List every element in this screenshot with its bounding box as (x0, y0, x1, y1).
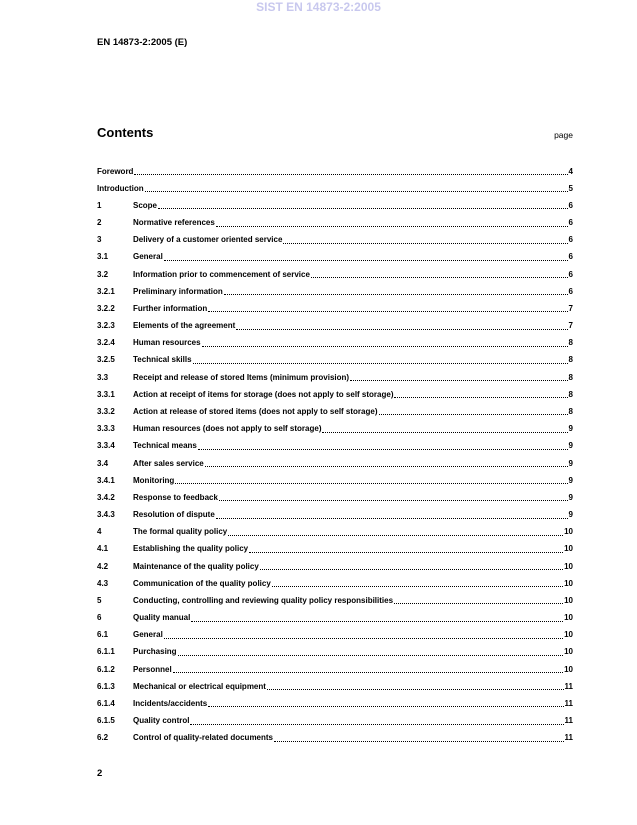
toc-leader-dots (283, 243, 567, 244)
toc-entry[interactable] (97, 541, 573, 558)
toc-entry-page: 7 (568, 321, 573, 331)
toc-entry-number: 1 (97, 200, 102, 210)
toc-leader-dots (267, 689, 564, 690)
toc-leader-dots (236, 329, 567, 330)
toc-leader-dots (178, 655, 564, 656)
toc-entry-number: 3.2 (97, 269, 109, 279)
toc-entry[interactable] (97, 438, 573, 455)
toc-entry-number: 6.1.3 (97, 681, 115, 691)
toc-entry[interactable] (97, 197, 573, 214)
toc-entry-page: 10 (564, 613, 573, 623)
toc-entry-number: 6.1.4 (97, 698, 115, 708)
toc-entry-title: The formal quality policy (133, 527, 228, 537)
toc-leader-dots (205, 466, 568, 467)
toc-entry[interactable] (97, 661, 573, 678)
page-number: 2 (97, 768, 103, 779)
toc-entry-title: General (133, 252, 163, 262)
toc-entry-page: 10 (564, 630, 573, 640)
toc-leader-dots (216, 518, 568, 519)
toc-leader-dots (193, 363, 568, 364)
toc-entry-title: Action at release of stored items (does not apply to self storage) (133, 406, 378, 416)
toc-entry-page: 10 (564, 595, 573, 605)
toc-entry-title: Introduction (97, 183, 144, 193)
toc-entry-page: 10 (564, 561, 573, 571)
toc-entry[interactable] (97, 695, 573, 712)
toc-entry-number: 3.2.4 (97, 338, 115, 348)
toc-entry[interactable] (97, 266, 573, 283)
toc-leader-dots (158, 208, 568, 209)
toc-entry[interactable] (97, 644, 573, 661)
toc-entry[interactable] (97, 472, 573, 489)
toc-entry-title: Human resources (does not apply to self storage) (133, 424, 322, 434)
toc-entry-title: Quality manual (133, 613, 191, 623)
toc-entry-page: 8 (568, 372, 573, 382)
toc-entry-number: 6 (97, 613, 102, 623)
toc-entry[interactable] (97, 713, 573, 730)
toc-entry[interactable] (97, 489, 573, 506)
toc-entry-page: 7 (568, 303, 573, 313)
page-title: Contents (97, 125, 154, 140)
toc-entry-number: 6.1.1 (97, 647, 115, 657)
toc-entry-page: 11 (564, 698, 573, 708)
toc-entry[interactable] (97, 403, 573, 420)
toc-leader-dots (198, 449, 568, 450)
toc-entry-page: 10 (564, 544, 573, 554)
toc-leader-dots (219, 500, 568, 501)
toc-entry[interactable] (97, 678, 573, 695)
toc-entry[interactable] (97, 180, 573, 197)
toc-entry-title: Information prior to commencement of service (133, 269, 310, 279)
toc-leader-dots (202, 346, 568, 347)
toc-entry-title: Receipt and release of stored Items (minimum provision) (133, 372, 350, 382)
toc-entry-title: Conducting, controlling and reviewing quality policy responsibilities (133, 595, 394, 605)
toc-entry-number: 3.2.3 (97, 321, 115, 331)
toc-entry-page: 6 (568, 252, 573, 262)
toc-entry-number: 6.1.2 (97, 664, 115, 674)
toc-leader-dots (191, 621, 563, 622)
toc-leader-dots (260, 569, 563, 570)
toc-entry[interactable] (97, 627, 573, 644)
toc-leader-dots (134, 174, 567, 175)
toc-entry-number: 4.2 (97, 561, 109, 571)
toc-entry[interactable] (97, 215, 573, 232)
toc-entry-number: 3.3 (97, 372, 109, 382)
toc-entry-page: 6 (568, 286, 573, 296)
toc-entry-number: 6.2 (97, 733, 109, 743)
toc-entry-number: 2 (97, 218, 102, 228)
toc-entry-number: 4 (97, 527, 102, 537)
toc-entry-title: Communication of the quality policy (133, 578, 271, 588)
toc-entry[interactable] (97, 369, 573, 386)
toc-entry-page: 8 (568, 389, 573, 399)
toc-entry-title: Incidents/accidents (133, 698, 208, 708)
toc-entry-title: Mechanical or electrical equipment (133, 681, 266, 691)
toc-entry-page: 6 (568, 269, 573, 279)
toc-leader-dots (394, 397, 567, 398)
toc-entry-page: 11 (564, 733, 573, 743)
toc-entry-title: Maintenance of the quality policy (133, 561, 259, 571)
toc-entry-title: General (133, 630, 163, 640)
toc-entry-page: 5 (568, 183, 573, 193)
toc-entry-number: 5 (97, 595, 102, 605)
toc-entry-page: 8 (568, 355, 573, 365)
toc-entry-page: 9 (568, 492, 573, 502)
toc-entry-number: 4.1 (97, 544, 109, 554)
toc-entry-number: 3.2.2 (97, 303, 115, 313)
toc-entry[interactable] (97, 592, 573, 609)
toc-entry-page: 10 (564, 578, 573, 588)
toc-entry-title: Further information (133, 303, 208, 313)
toc-leader-dots (208, 311, 567, 312)
toc-entry[interactable] (97, 232, 573, 249)
toc-leader-dots (249, 552, 563, 553)
toc-entry-page: 11 (564, 681, 573, 691)
page-column-label: page (554, 130, 573, 140)
toc-entry-number: 3.4.2 (97, 492, 115, 502)
toc-entry-number: 3.3.2 (97, 406, 115, 416)
toc-leader-dots (228, 535, 563, 536)
toc-entry-page: 8 (568, 406, 573, 416)
toc-entry[interactable] (97, 352, 573, 369)
toc-entry[interactable] (97, 730, 573, 747)
toc-entry-page: 6 (568, 200, 573, 210)
toc-entry-page: 9 (568, 475, 573, 485)
toc-entry-title: Technical means (133, 441, 197, 451)
toc-entry[interactable] (97, 283, 573, 300)
watermark: SIST EN 14873-2:2005 (256, 0, 381, 14)
toc-entry-number: 3.1 (97, 252, 109, 262)
toc-entry-page: 4 (568, 166, 573, 176)
toc-entry[interactable] (97, 421, 573, 438)
toc-entry-number: 3.3.4 (97, 441, 115, 451)
toc-leader-dots (216, 226, 568, 227)
toc-leader-dots (175, 483, 567, 484)
toc-leader-dots (173, 672, 563, 673)
toc-entry-page: 10 (564, 647, 573, 657)
toc-entry-number: 3.4.1 (97, 475, 115, 485)
toc-entry-number: 3 (97, 235, 102, 245)
toc-leader-dots (145, 191, 568, 192)
toc-entry-title: Response to feedback (133, 492, 218, 502)
toc-entry-title: Action at receipt of items for storage (does not apply to self storage) (133, 389, 394, 399)
toc-entry-title: Resolution of dispute (133, 510, 215, 520)
toc-entry-title: Scope (133, 200, 158, 210)
toc-entry[interactable] (97, 300, 573, 317)
toc-entry[interactable] (97, 335, 573, 352)
toc-entry-title: Purchasing (133, 647, 177, 657)
toc-leader-dots (394, 603, 563, 604)
toc-entry-title: Personnel (133, 664, 172, 674)
toc-entry-page: 11 (564, 716, 573, 726)
toc-entry-number: 3.3.1 (97, 389, 115, 399)
toc-entry[interactable] (97, 386, 573, 403)
toc-entry-page: 9 (568, 458, 573, 468)
toc-entry[interactable] (97, 609, 573, 626)
toc-entry-number: 4.3 (97, 578, 109, 588)
toc-entry[interactable] (97, 163, 573, 180)
toc-entry-title: Monitoring (133, 475, 175, 485)
toc-entry-page: 9 (568, 424, 573, 434)
toc-leader-dots (272, 586, 563, 587)
toc-entry-title: Delivery of a customer oriented service (133, 235, 283, 245)
toc-entry[interactable] (97, 249, 573, 266)
toc-entry[interactable] (97, 506, 573, 523)
toc-entry[interactable] (97, 318, 573, 335)
toc-entry-number: 6.1 (97, 630, 109, 640)
toc-entry-title: After sales service (133, 458, 204, 468)
toc-entry-number: 3.3.3 (97, 424, 115, 434)
toc-entry[interactable] (97, 524, 573, 541)
toc-entry-title: Elements of the agreement (133, 321, 236, 331)
toc-entry-page: 8 (568, 338, 573, 348)
toc-entry-title: Establishing the quality policy (133, 544, 249, 554)
toc-entry-number: 3.4 (97, 458, 109, 468)
toc-entry-title: Preliminary information (133, 286, 223, 296)
toc-entry-page: 9 (568, 510, 573, 520)
toc-entry-page: 10 (564, 527, 573, 537)
toc-entry[interactable] (97, 558, 573, 575)
toc-entry-title: Technical skills (133, 355, 192, 365)
toc-leader-dots (164, 638, 563, 639)
toc-leader-dots (224, 294, 568, 295)
toc-entry-title: Human resources (133, 338, 201, 348)
toc-leader-dots (164, 260, 568, 261)
toc-entry-number: 3.4.3 (97, 510, 115, 520)
toc-entry-number: 3.2.5 (97, 355, 115, 365)
toc-leader-dots (379, 414, 568, 415)
toc-entry-page: 10 (564, 664, 573, 674)
toc-entry-page: 6 (568, 235, 573, 245)
toc-leader-dots (322, 432, 567, 433)
toc-entry-title: Control of quality-related documents (133, 733, 274, 743)
toc-entry-page: 6 (568, 218, 573, 228)
toc-entry-title: Normative references (133, 218, 215, 228)
toc-entry-title: Quality control (133, 716, 190, 726)
toc-leader-dots (350, 380, 567, 381)
toc-leader-dots (190, 724, 563, 725)
toc-leader-dots (311, 277, 568, 278)
toc-leader-dots (208, 706, 563, 707)
table-of-contents (97, 163, 573, 747)
toc-entry[interactable] (97, 575, 573, 592)
toc-entry-number: 3.2.1 (97, 286, 115, 296)
toc-entry-title: Foreword (97, 166, 134, 176)
toc-entry[interactable] (97, 455, 573, 472)
toc-leader-dots (274, 741, 564, 742)
toc-entry-number: 6.1.5 (97, 716, 115, 726)
toc-entry-page: 9 (568, 441, 573, 451)
document-header: EN 14873-2:2005 (E) (97, 37, 188, 48)
